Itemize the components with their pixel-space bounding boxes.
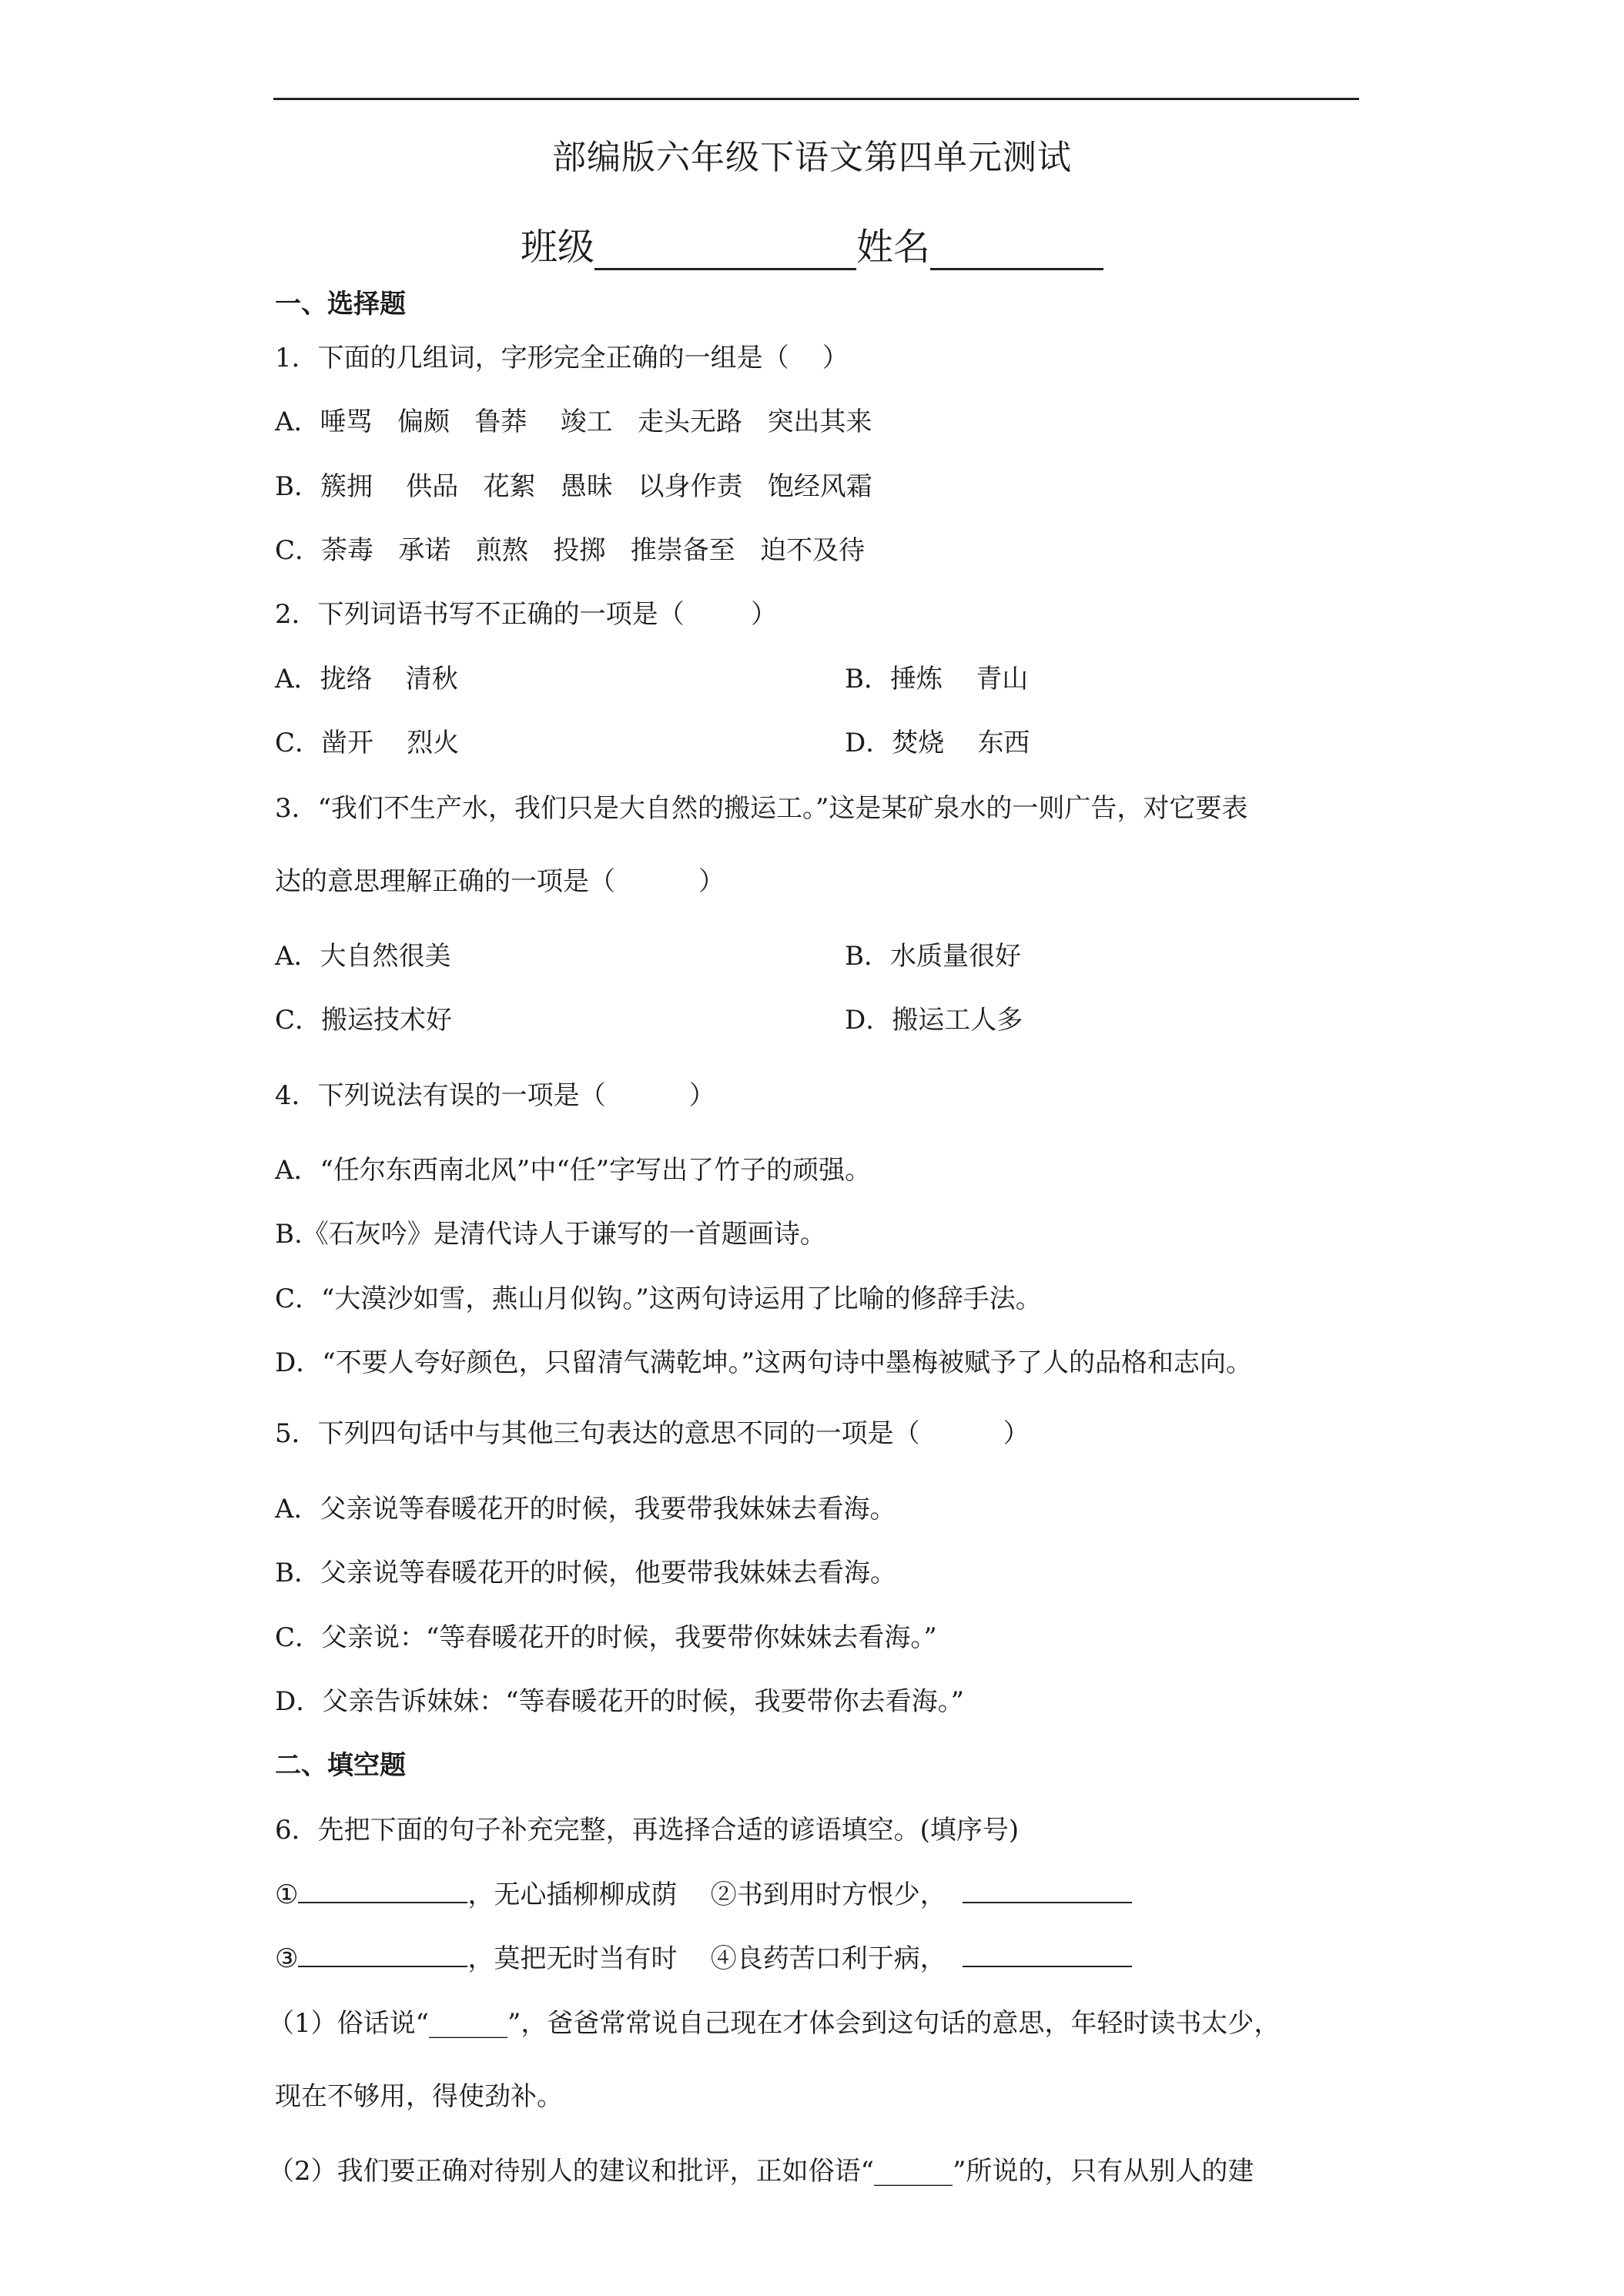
q4-option-d[interactable]: D．“不要人夸好颜色，只留清气满乾坤。”这两句诗中墨梅被赋予了人的品格和志向。: [275, 1347, 1253, 1378]
q3-stem-line2: 达的意思理解正确的一项是（ ）: [275, 866, 725, 897]
q6-item1-marker: ①: [275, 1879, 299, 1910]
q1-option-b[interactable]: B．簇拥 供品 花絮 愚昧 以身作责 饱经风霜: [275, 471, 872, 502]
q3-option-d[interactable]: D．搬运工人多: [845, 1005, 1023, 1036]
q3-option-b[interactable]: B．水质量很好: [845, 941, 1021, 972]
page-title: 部编版六年级下语文第四单元测试: [552, 138, 1072, 177]
q6-item3-text: ，莫把无时当有时 ④良药苦口利于病，: [467, 1943, 946, 1974]
q5-option-c[interactable]: C．父亲说：“等春暖花开的时候，我要带你妹妹去看海。”: [275, 1622, 937, 1653]
section1-heading: 一、选择题: [275, 289, 406, 320]
header-rule: [273, 98, 1359, 100]
q5-option-a[interactable]: A．父亲说等春暖花开的时候，我要带我妹妹去看海。: [275, 1494, 896, 1525]
class-blank[interactable]: [594, 233, 856, 270]
q6-items-row2: [275, 1943, 1132, 1974]
q6-stem: 6．先把下面的句子补充完整，再选择合适的谚语填空。(填序号): [275, 1815, 1020, 1846]
q1-stem: 1．下面的几组词，字形完全正确的一组是（ ）: [275, 343, 849, 373]
q3-stem-line1: 3．“我们不生产水，我们只是大自然的搬运工。”这是某矿泉水的一则广告，对它要表: [275, 793, 1248, 824]
section2-heading: 二、填空题: [275, 1750, 406, 1781]
q4-option-b[interactable]: B.《石灰吟》是清代诗人于谦写的一首题画诗。: [275, 1219, 826, 1250]
q2-option-a[interactable]: A．拢络 清秋: [275, 664, 458, 694]
q2-option-d[interactable]: D．焚烧 东西: [845, 728, 1030, 758]
q4-option-c[interactable]: C．“大漠沙如雪，燕山月似钩。”这两句诗运用了比喻的修辞手法。: [275, 1284, 1042, 1314]
q1-option-a[interactable]: A．唾骂 偏颇 鲁莽 竣工 走头无路 突出其来: [275, 407, 872, 437]
q4-stem: 4．下列说法有误的一项是（ ）: [275, 1080, 715, 1111]
q6-item1-text: ，无心插柳柳成荫 ②书到用时方恨少，: [467, 1879, 946, 1910]
q6-item3-marker: ③: [275, 1943, 299, 1974]
q6-p1-line1: （1）俗话说“______”，爸爸常常说自己现在才体会到这句话的意思，年轻时读书太少，: [268, 2008, 1281, 2039]
q6-p1-line2: 现在不够用，得使劲补。: [275, 2081, 563, 2112]
q5-stem: 5．下列四句话中与其他三句表达的意思不同的一项是（ ）: [275, 1418, 1030, 1449]
q2-option-c[interactable]: C．凿开 烈火: [275, 728, 460, 758]
q5-option-b[interactable]: B．父亲说等春暖花开的时候，他要带我妹妹去看海。: [275, 1558, 896, 1588]
q6-item4-blank[interactable]: [963, 1943, 1132, 1967]
q6-p2-line1: （2）我们要正确对待别人的建议和批评，正如俗语“______”所说的，只有从别人的建: [268, 2156, 1254, 2187]
q5-option-d[interactable]: D．父亲告诉妹妹：“等春暖花开的时候，我要带你去看海。”: [275, 1686, 965, 1717]
name-blank[interactable]: [930, 233, 1103, 270]
class-label: 班级: [520, 226, 594, 269]
q3-option-c[interactable]: C．搬运技术好: [275, 1005, 453, 1036]
q6-items-row1: [275, 1879, 1132, 1910]
name-label: 姓名: [856, 226, 931, 269]
q6-item3-blank[interactable]: [298, 1943, 467, 1967]
q2-option-b[interactable]: B．捶炼 青山: [845, 664, 1029, 694]
q2-stem: 2．下列词语书写不正确的一项是（ ）: [275, 599, 778, 630]
q1-option-c[interactable]: C．荼毒 承诺 煎熬 投掷 推崇备至 迫不及待: [275, 535, 866, 566]
q4-option-a[interactable]: A．“任尔东西南北风”中“任”字写出了竹子的顽强。: [275, 1155, 872, 1186]
q6-item2-blank[interactable]: [963, 1879, 1132, 1903]
q3-option-a[interactable]: A．大自然很美: [275, 941, 451, 972]
q6-item1-blank[interactable]: [298, 1879, 467, 1903]
class-name-line: [0, 217, 1624, 270]
